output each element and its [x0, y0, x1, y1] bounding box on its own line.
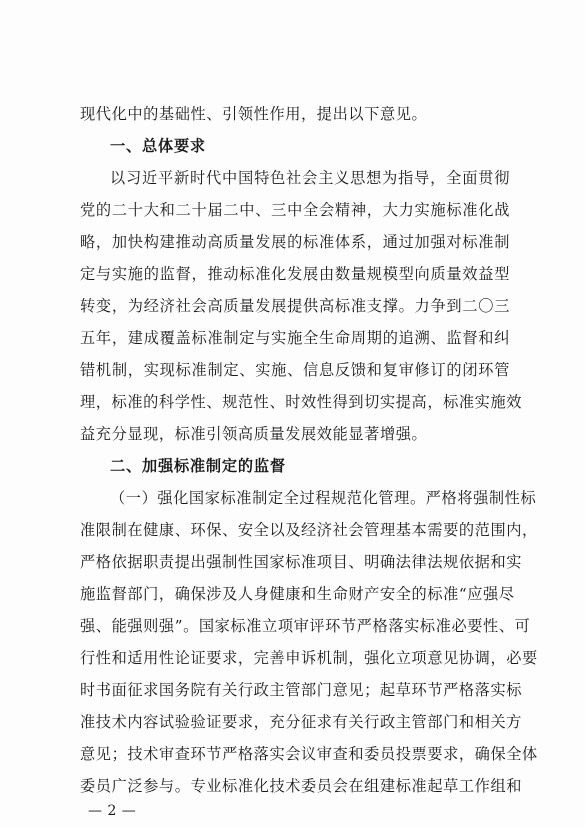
- paragraph-line: 略，加快构建推动高质量发展的标准体系，通过加强对标准制: [80, 233, 510, 251]
- intro-tail-line: 现代化中的基础性、引领性作用，提出以下意见。: [80, 105, 428, 123]
- paragraph-line: 强、能强则强”。国家标准立项审评环节严格落实标准必要性、可: [80, 617, 531, 635]
- paragraph-line: 错机制，实现标准制定、实施、信息反馈和复审修订的闭环管: [80, 361, 510, 379]
- paragraph-line: 转变，为经济社会高质量发展提供高标准支撑。力争到二〇三: [80, 297, 510, 315]
- paragraph-line: 定与实施的监督，推动标准化发展由数量规模型向质量效益型: [80, 265, 510, 283]
- paragraph-line: 五年，建成覆盖标准制定与实施全生命周期的追溯、监督和纠: [80, 329, 510, 347]
- paragraph-line: 益充分显现，标准引领高质量发展效能显著增强。: [80, 425, 428, 443]
- paragraph-line: 施监督部门，确保涉及人身健康和生命财产安全的标准“应强尽: [80, 585, 515, 603]
- page-number: — 2 —: [88, 803, 137, 819]
- paragraph-line: 意见；技术审查环节严格落实会议审查和委员投票要求，确保全体: [80, 745, 538, 763]
- paragraph-line: （一）强化国家标准制定全过程规范化管理。严格将强制性标: [110, 489, 537, 507]
- section-heading-standard-formulation-supervision: 二、加强标准制定的监督: [110, 457, 286, 475]
- paragraph-line: 党的二十大和二十届二中、三中全会精神，大力实施标准化战: [80, 201, 510, 219]
- paragraph-line: 以习近平新时代中国特色社会主义思想为指导，全面贯彻: [110, 169, 510, 187]
- paragraph-line: 准限制在健康、环保、安全以及经济社会管理基本需要的范围内，: [80, 521, 538, 539]
- paragraph-line: 理，标准的科学性、规范性、时效性得到切实提高，标准实施效: [80, 393, 523, 411]
- paragraph-line: 准技术内容试验验证要求，充分征求有关行政主管部门和相关方: [80, 713, 523, 731]
- paragraph-line: 行性和适用性论证要求，完善申诉机制，强化立项意见协调，必要: [80, 649, 538, 667]
- paragraph-line: 委员广泛参与。专业标准化技术委员会在组建标准起草工作组和: [80, 777, 523, 795]
- section-heading-general-requirements: 一、总体要求: [110, 137, 206, 155]
- paragraph-line: 严格依据职责提出强制性国家标准项目、明确法律法规依据和实: [80, 553, 523, 571]
- paragraph-line: 时书面征求国务院有关行政主管部门意见；起草环节严格落实标: [80, 681, 523, 699]
